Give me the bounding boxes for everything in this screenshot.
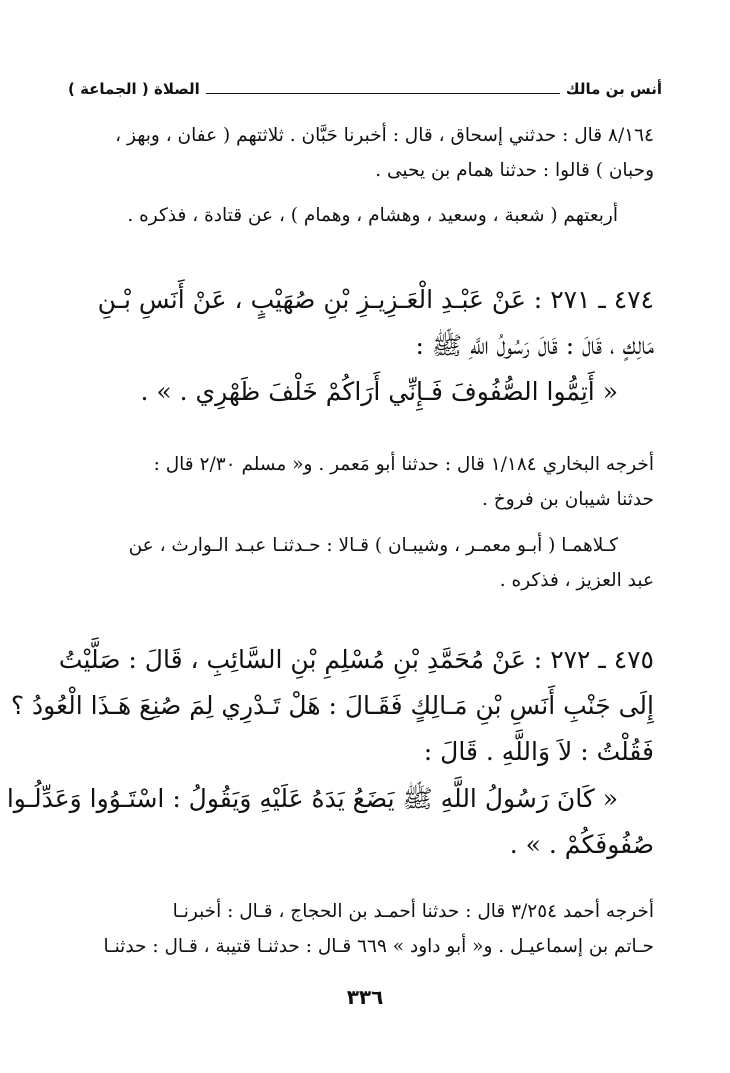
text-line: عبد العزيز ، فذكره .	[499, 570, 654, 591]
hadith-line: فَقُلْتُ : لاَ وَاللَّهِ . قَالَ :	[423, 737, 654, 766]
hadith-474	[72, 277, 654, 415]
hadith-475	[10, 637, 654, 775]
hadith-line: ٤٧٥ ـ ٢٧٢ : عَنْ مُحَمَّدِ بْنِ مُسْلِمِ بْنِ السَّائِبِ ، قَالَ : صَلَّيْتُ	[58, 645, 654, 674]
text-line: كـلاهمـا ( أبـو معمـر ، وشيبـان ) قـالا : حـدثنـا عبـد الـوارث ، عن	[128, 535, 618, 556]
chain-paragraph-164	[72, 118, 654, 188]
takhrij-474	[72, 447, 654, 517]
text-line: وحبان ) قالوا : حدثنا همام بن يحيى .	[375, 160, 654, 181]
text-line: أربعتهم ( شعبة ، وسعيد ، وهشام ، وهمام ) ، عن قتادة ، فذكره .	[127, 205, 618, 226]
takhrij-475	[72, 894, 654, 964]
hadith-line: إِلَى جَنْبِ أَنَسِ بْنِ مَـالِكٍ فَقَـالَ : هَلْ تَـدْرِي لِمَ صُنِعَ هَـذَا الْعُودُ ؟	[10, 691, 654, 720]
header-left-title: الصلاة ( الجماعة )	[68, 80, 200, 98]
text-line: ٨/١٦٤ قال : حدثني إسحاق ، قال : أخبرنا حَبَّان . ثلاثتهم ( عفان ، وبهز ،	[115, 125, 654, 146]
hadith-matn: « أَتِمُّوا الصُّفُوفَ فَـإِنِّي أَرَاكُمْ خَلْفَ ظَهْرِي . » .	[140, 377, 618, 406]
hadith-line: مَالِكٍ ، قَالَ : قَالَ رَسُولُ اللَّهِ ﷺ :	[415, 331, 654, 360]
header-rule	[206, 93, 560, 94]
text-line: أخرجه أحمد ٣/٢٥٤ قال : حدثنا أحمـد بن الحجاج ، قـال : أخبرنـا	[172, 901, 654, 922]
hadith-line: ٤٧٤ ـ ٢٧١ : عَنْ عَبْـدِ الْعَـزِيـزِ بْنِ صُهَيْبٍ ، عَنْ أَنَسِ بْـنِ	[97, 285, 654, 314]
hadith-matn: « كَانَ رَسُولُ اللَّهِ ﷺ يَضَعُ يَدَهُ عَلَيْهِ وَيَقُولُ : اسْتَـوُوا وَعَدِّلُـوا	[6, 784, 618, 813]
hadith-475-matn	[6, 776, 654, 868]
takhrij-474-continued	[72, 528, 654, 598]
header-right-title: أنس بن مالك	[565, 80, 662, 98]
chain-paragraph-164-continued	[72, 198, 654, 233]
text-line: أخرجه البخاري ١/١٨٤ قال : حدثنا أبو مَعمر . و« مسلم ٢/٣٠ قال :	[153, 454, 654, 475]
page-number: ٣٣٦	[346, 985, 384, 1009]
text-line: حدثنا شيبان بن فروخ .	[482, 489, 654, 510]
hadith-matn: صُفُوفَكُمْ . » .	[509, 830, 654, 859]
text-line: حـاتم بن إسماعيـل . و« أبو داود » ٦٦٩ قـال : حدثنـا قتيبة ، قـال : حدثنـا	[103, 936, 654, 957]
running-header	[68, 72, 662, 98]
